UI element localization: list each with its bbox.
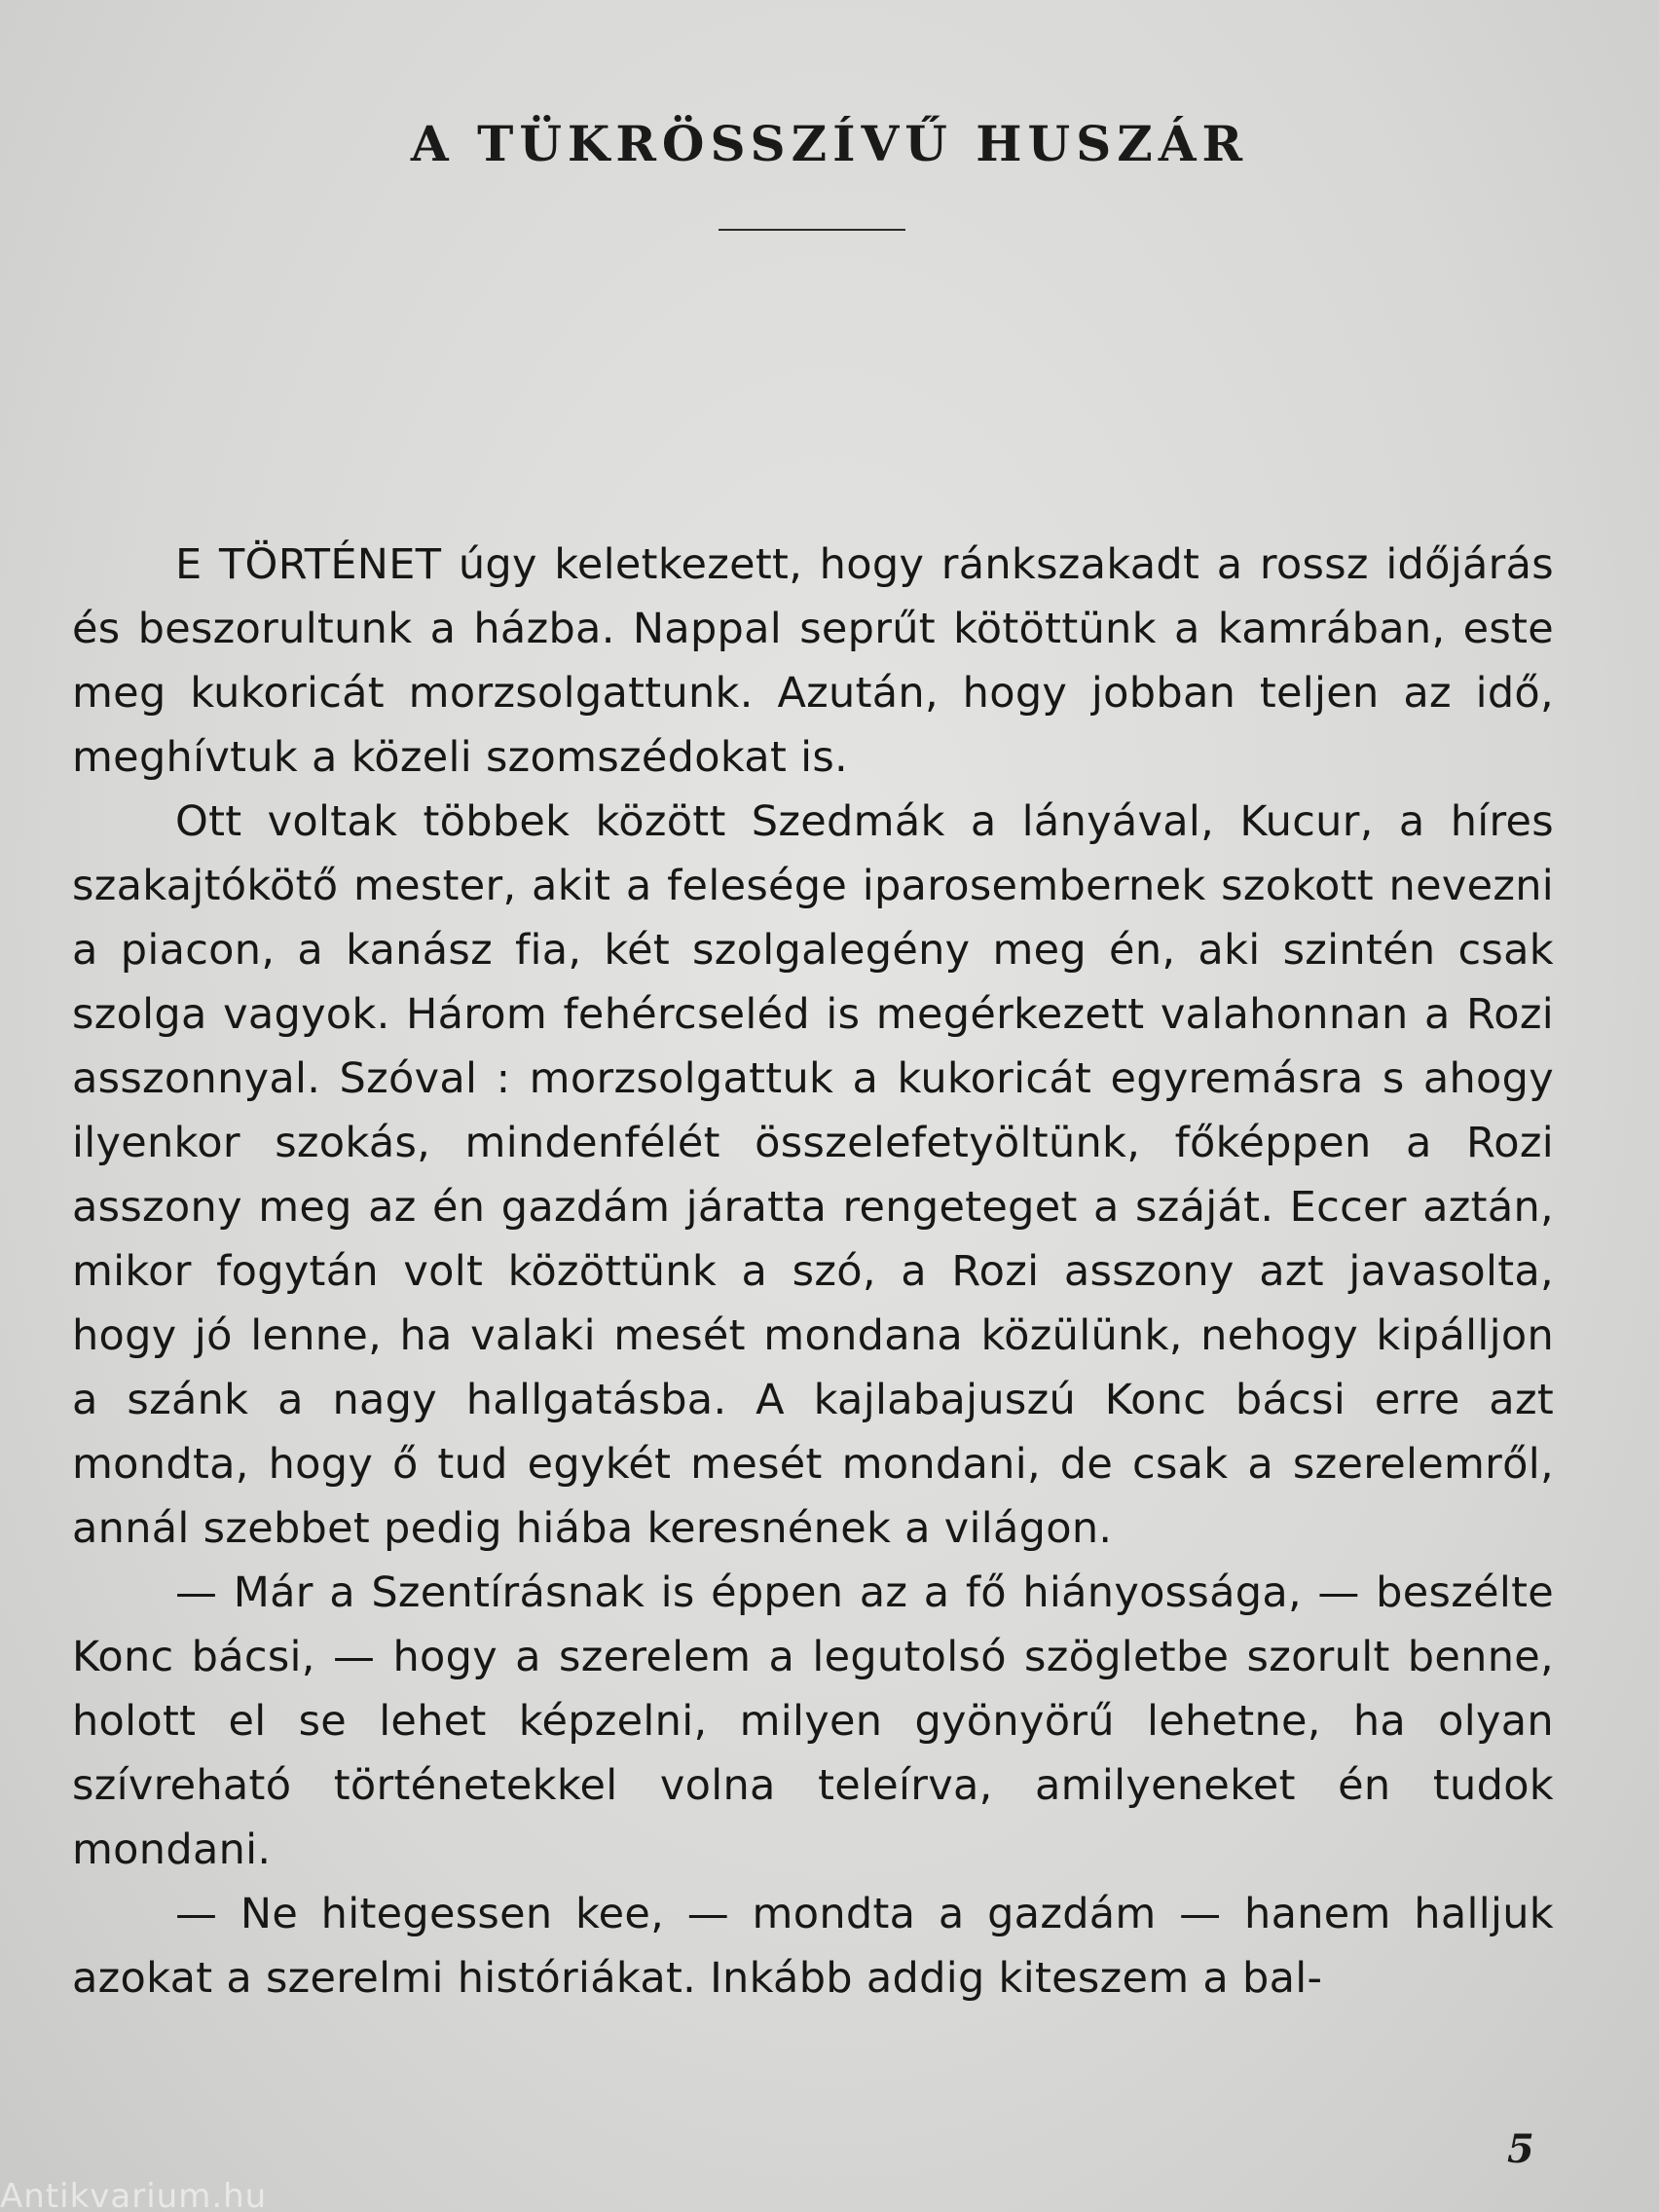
paragraph: — Már a Szentírásnak is éppen az a fő hiányossága, — beszélte Konc bácsi, — hogy a szerelem a legutolsó szögletbe szorult benne, holott el se lehet képzelni, milyen gyönyörű lehetne, ha olyan szívreható történetekkel volna teleírva, amilyeneket én tudok mondani.	[72, 1568, 1554, 1874]
title-divider	[719, 229, 905, 231]
paragraph: — Ne hitegessen kee, — mondta a gazdám — hanem halljuk azokat a szerelmi históriákat. Inkább addig kiteszem a bal-	[72, 1890, 1554, 2003]
chapter-body	[72, 533, 1554, 2010]
paragraph: Ott voltak többek között Szedmák a lányával, Kucur, a híres szakajtókötő mester, akit a felesége iparosembernek szokott nevezni a piacon, a kanász fia, két szolgalegény meg én, aki szintén csak szolga vagyok. Három fehércseléd is megérkezett valahonnan a Rozi asszonnyal. Szóval : morzsolgattuk a kukoricát egyremásra s ahogy ilyenkor szokás, mindenfélét összelefetyöltünk, főképpen a Rozi asszony meg az én gazdám járatta rengeteget a száját. Eccer aztán, mikor fogytán volt közöttünk a szó, a Rozi asszony azt javasolta, hogy jó lenne, ha valaki mesét mondana közülünk, nehogy kipálljon a szánk a nagy hallgatásba. A kajlabajuszú Konc bácsi erre azt mondta, hogy ő tud egykét mesét mondani, de csak a szerelemről, annál szebbet pedig hiába keresnének a világon.	[72, 797, 1554, 1553]
watermark: Antikvarium.hu	[0, 2177, 268, 2212]
paragraph: E TÖRTÉNET úgy keletkezett, hogy ránkszakadt a rossz időjárás és beszorultunk a házba. Nappal seprűt kötöttünk a kamrában, este meg kukoricát morzsolgattunk. Azután, hogy jobban teljen az idő, meghívtuk a közeli szomszédokat is.	[72, 540, 1554, 782]
chapter-title: A TÜKRÖSSZÍVŰ HUSZÁR	[410, 115, 1249, 172]
page-number: 5	[1507, 2126, 1534, 2172]
